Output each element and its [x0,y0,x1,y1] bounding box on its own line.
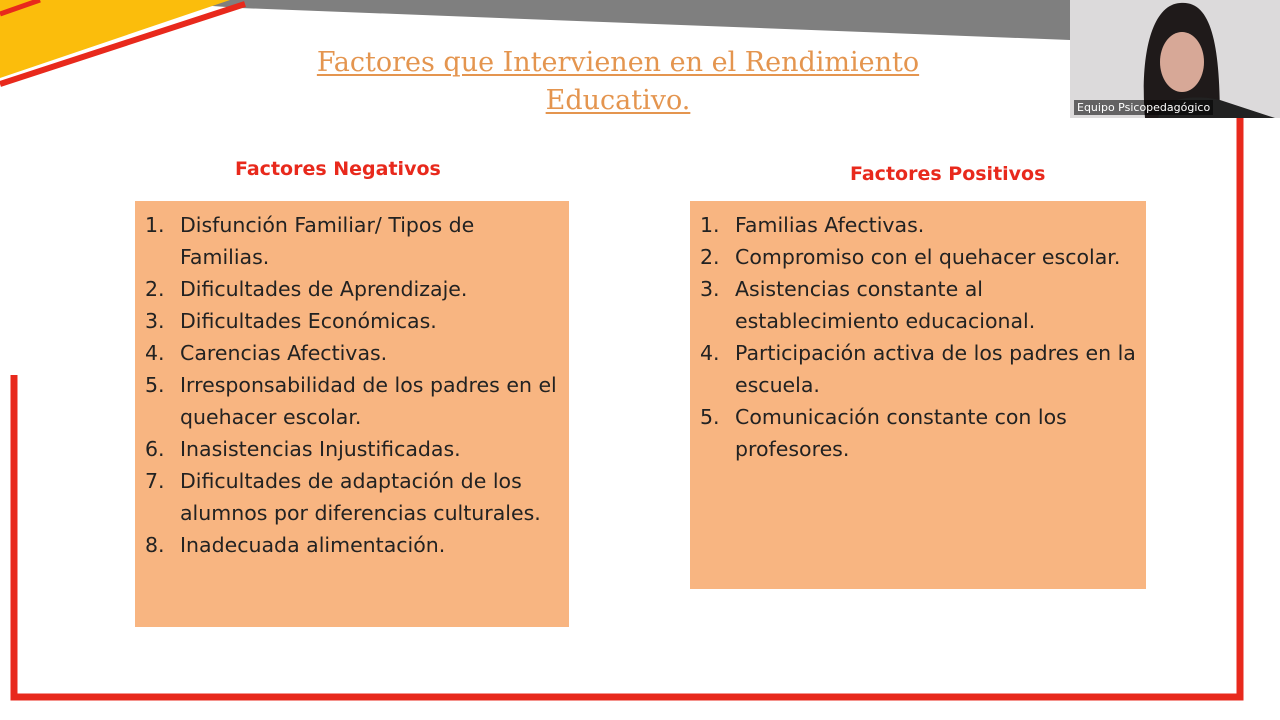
list-item [700,241,1136,273]
list-item [145,433,559,465]
item-text: Dificultades Económicas. [180,309,437,333]
item-text: Inasistencias Injustificadas. [180,437,461,461]
item-number: 1. [145,213,165,237]
item-text: Disfunción Familiar/ Tipos de Familias. [180,213,475,269]
item-text: Carencias Afectivas. [180,341,388,365]
item-number: 1. [700,213,720,237]
item-text: Irresponsabilidad de los padres en el quehacer escolar. [180,373,557,429]
item-text: Inadecuada alimentación. [180,533,446,557]
item-text: Compromiso con el quehacer escolar. [735,245,1121,269]
negative-heading: Factores Negativos [235,158,441,180]
list-item [145,337,559,369]
list-item [145,369,559,433]
participant-name: Equipo Psicopedagógico [1074,100,1213,115]
item-text: Dificultades de adaptación de los alumnos por diferencias culturales. [180,469,541,525]
video-tile[interactable] [1070,0,1280,118]
list-item [145,465,559,529]
item-text: Familias Afectivas. [735,213,925,237]
list-item [145,273,559,305]
item-number: 5. [700,405,720,429]
item-number: 4. [700,341,720,365]
item-number: 4. [145,341,165,365]
item-text: Asistencias constante al establecimiento educacional. [735,277,1036,333]
positive-heading: Factores Positivos [850,163,1046,185]
list-item [145,305,559,337]
list-item [700,401,1136,465]
item-number: 2. [700,245,720,269]
item-number: 8. [145,533,165,557]
item-number: 5. [145,373,165,397]
item-text: Dificultades de Aprendizaje. [180,277,468,301]
item-number: 3. [700,277,720,301]
item-number: 7. [145,469,165,493]
item-number: 3. [145,309,165,333]
item-text: Comunicación constante con los profesores. [735,405,1067,461]
positive-factors-box [690,201,1146,589]
slide-title: Factores que Intervienen en el Rendimiento Educativo. [316,47,920,116]
list-item [700,337,1136,401]
negative-factors-box [135,201,569,627]
list-item [145,209,559,273]
item-number: 2. [145,277,165,301]
item-text: Participación activa de los padres en la escuela. [735,341,1136,397]
item-number: 6. [145,437,165,461]
list-item [700,273,1136,337]
list-item [145,529,559,561]
list-item [700,209,1136,241]
